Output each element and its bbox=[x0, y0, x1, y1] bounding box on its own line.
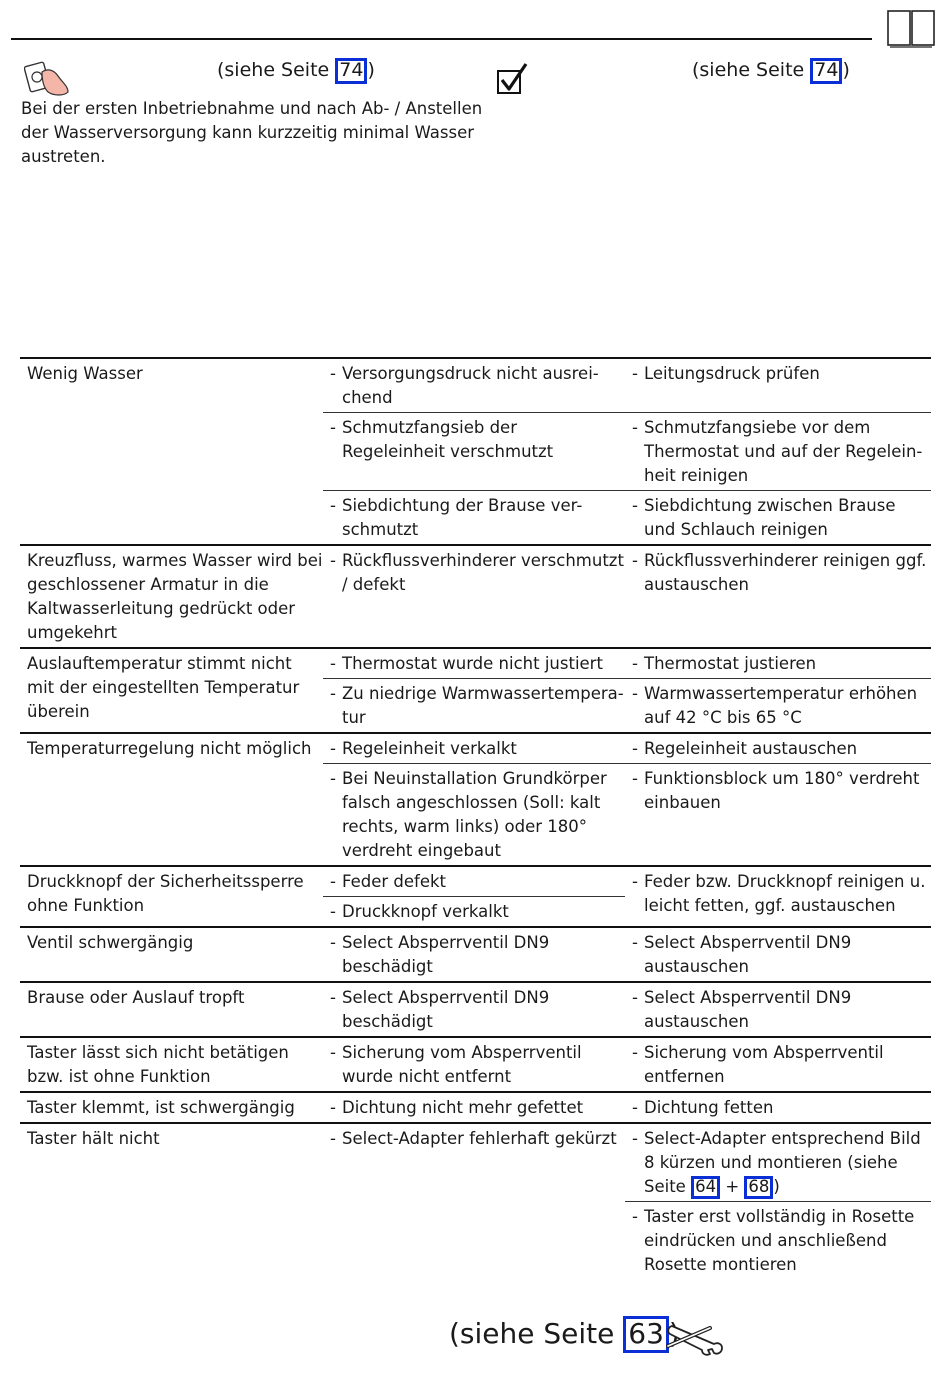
table-row: - Siebdichtung der Brause ver-schmutzt - Siebdichtung zwischen Brause und Schlauch reinigen bbox=[20, 491, 931, 546]
cause-cell: Versorgungsdruck nicht ausrei-chend bbox=[342, 364, 599, 407]
table-row: Wenig Wasser - Versorgungsdruck nicht ausrei-chend - Leitungsdruck prüfen bbox=[20, 358, 931, 413]
remedy-cell: Rückflussverhinderer reinigen ggf. austauschen bbox=[644, 551, 927, 594]
hand-press-icon bbox=[24, 58, 72, 98]
cause-cell: Select Absperrventil DN9 beschädigt bbox=[342, 933, 550, 976]
problem-cell: Taster lässt sich nicht betätigen bzw. ist ohne Funktion bbox=[20, 1037, 323, 1092]
remedy-cell: Dichtung fetten bbox=[644, 1098, 774, 1117]
page-link[interactable]: 63 bbox=[623, 1316, 669, 1353]
remedy-cell: Feder bzw. Druckknopf reinigen u. leicht fetten, ggf. austauschen bbox=[644, 872, 926, 915]
page-reference: (siehe Seite 74 ) bbox=[217, 58, 375, 84]
page-reference: (siehe Seite 74 ) bbox=[692, 58, 850, 84]
table-row: - Zu niedrige Warmwassertempera-tur - Warmwassertemperatur erhöhen auf 42 °C bis 65 °C bbox=[20, 679, 931, 734]
table-row: Ventil schwergängig - Select Absperrventil DN9 beschädigt - Select Absperrventil DN9 austauschen bbox=[20, 927, 931, 982]
remedy-cell: Schmutzfangsiebe vor dem Thermostat und auf der Regelein-heit reinigen bbox=[644, 418, 923, 485]
table-row: Brause oder Auslauf tropft - Select Absperrventil DN9 beschädigt - Select Absperrventil DN9 austauschen bbox=[20, 982, 931, 1037]
problem-cell: Temperaturregelung nicht möglich bbox=[20, 733, 323, 866]
troubleshooting-table bbox=[20, 357, 931, 1279]
intro-text: Bei der ersten Inbetriebnahme und nach Ab- / Anstellen der Wasserversorgung kann kurzzeitig minimal Wasser austreten. bbox=[21, 99, 483, 166]
cause-cell: Siebdichtung der Brause ver-schmutzt bbox=[342, 496, 583, 539]
table-row: - Druckknopf verkalkt bbox=[20, 897, 931, 928]
remedy-cell: Select Absperrventil DN9 austauschen bbox=[644, 988, 852, 1031]
table-row: Temperaturregelung nicht möglich - Regeleinheit verkalkt - Regeleinheit austauschen bbox=[20, 733, 931, 764]
table-row: Kreuzfluss, warmes Wasser wird bei geschlossener Armatur in die Kaltwasserleitung gedrückt oder umgekehrt - Rückflussverhinderer verschmutzt / defekt - Rückflussverhinderer reinigen ggf. austauschen bbox=[20, 545, 931, 648]
problem-cell: Wenig Wasser bbox=[20, 358, 323, 545]
cause-cell: Thermostat wurde nicht justiert bbox=[342, 654, 603, 673]
cause-cell: Select-Adapter fehlerhaft gekürzt bbox=[342, 1129, 617, 1148]
cause-cell: Rückflussverhinderer verschmutzt / defekt bbox=[342, 551, 624, 594]
table-row: Taster hält nicht - Select-Adapter fehlerhaft gekürzt - Select-Adapter entsprechend Bild 8 kürzen und montieren (siehe Seite 64 + 68 ) bbox=[20, 1123, 931, 1202]
remedy-cell: Select Absperrventil DN9 austauschen bbox=[644, 933, 852, 976]
remedy-cell: Funktionsblock um 180° verdreht einbauen bbox=[644, 769, 920, 812]
cause-cell: Druckknopf verkalkt bbox=[342, 902, 509, 921]
cause-cell: Feder defekt bbox=[342, 872, 447, 891]
problem-cell: Taster hält nicht bbox=[20, 1123, 323, 1279]
cause-cell: Schmutzfangsieb der Regeleinheit verschmutzt bbox=[342, 418, 554, 461]
problem-cell: Ventil schwergängig bbox=[20, 927, 323, 982]
cause-cell: Sicherung vom Absperrventil wurde nicht entfernt bbox=[342, 1043, 582, 1086]
table-row: Druckknopf der Sicherheitssperre ohne Funktion - Feder defekt - Feder bzw. Druckknopf reinigen u. leicht fetten, ggf. austauschen bbox=[20, 866, 931, 897]
remedy-cell: Select-Adapter entsprechend Bild 8 kürzen und montieren (siehe Seite 64 + 68 ) bbox=[644, 1127, 931, 1199]
remedy-cell: Siebdichtung zwischen Brause und Schlauch reinigen bbox=[644, 496, 896, 539]
cause-cell: Zu niedrige Warmwassertempera-tur bbox=[342, 684, 624, 727]
page-link[interactable]: 74 bbox=[810, 58, 842, 84]
checkbox-checked-icon bbox=[496, 62, 530, 96]
page-link[interactable]: 64 bbox=[691, 1176, 720, 1199]
book-icon bbox=[886, 10, 936, 48]
problem-cell: Taster klemmt, ist schwergängig bbox=[20, 1092, 323, 1123]
remedy-cell: Warmwassertemperatur erhöhen auf 42 °C bis 65 °C bbox=[644, 684, 918, 727]
page-reference: (siehe Seite 63 bbox=[449, 1316, 680, 1353]
cause-cell: Dichtung nicht mehr gefettet bbox=[342, 1098, 584, 1117]
remedy-cell: Thermostat justieren bbox=[644, 654, 817, 673]
problem-cell: Druckknopf der Sicherheitssperre ohne Funktion bbox=[20, 866, 323, 927]
table-row: Taster lässt sich nicht betätigen bzw. ist ohne Funktion - Sicherung vom Absperrventil wurde nicht entfernt - Sicherung vom Absperrventil entfernen bbox=[20, 1037, 931, 1092]
remedy-cell: Regeleinheit austauschen bbox=[644, 739, 858, 758]
table-row: Taster klemmt, ist schwergängig - Dichtung nicht mehr gefettet - Dichtung fetten bbox=[20, 1092, 931, 1123]
remedy-cell: Leitungsdruck prüfen bbox=[644, 364, 820, 383]
remedy-cell: Taster erst vollständig in Rosette eindrücken und anschließend Rosette montieren bbox=[644, 1207, 915, 1274]
cause-cell: Regeleinheit verkalkt bbox=[342, 739, 517, 758]
header-rule bbox=[11, 38, 872, 40]
cause-cell: Select Absperrventil DN9 beschädigt bbox=[342, 988, 550, 1031]
wrench-icon bbox=[666, 1318, 724, 1358]
table-row: - Bei Neuinstallation Grundkörper falsch angeschlossen (Soll: kalt rechts, warm links) oder 180° verdreht eingebaut - Funktionsblock um 180° verdreht einbauen bbox=[20, 764, 931, 867]
problem-cell: Kreuzfluss, warmes Wasser wird bei geschlossener Armatur in die Kaltwasserleitung gedrückt oder umgekehrt bbox=[20, 545, 323, 648]
table-row: Auslauftemperatur stimmt nicht mit der eingestellten Temperatur überein - Thermostat wurde nicht justiert - Thermostat justieren bbox=[20, 648, 931, 679]
problem-cell: Auslauftemperatur stimmt nicht mit der eingestellten Temperatur überein bbox=[20, 648, 323, 733]
page-link[interactable]: 74 bbox=[335, 58, 367, 84]
page-link[interactable]: 68 bbox=[744, 1176, 773, 1199]
remedy-cell: Sicherung vom Absperrventil entfernen bbox=[644, 1043, 884, 1086]
table-row: - Taster erst vollständig in Rosette eindrücken und anschließend Rosette montieren bbox=[20, 1202, 931, 1280]
problem-cell: Brause oder Auslauf tropft bbox=[20, 982, 323, 1037]
cause-cell: Bei Neuinstallation Grundkörper falsch angeschlossen (Soll: kalt rechts, warm links) oder 180° verdreht eingebaut bbox=[342, 769, 607, 860]
table-row: - Schmutzfangsieb der Regeleinheit verschmutzt - Schmutzfangsiebe vor dem Thermostat und auf der Regelein-heit reinigen bbox=[20, 413, 931, 491]
